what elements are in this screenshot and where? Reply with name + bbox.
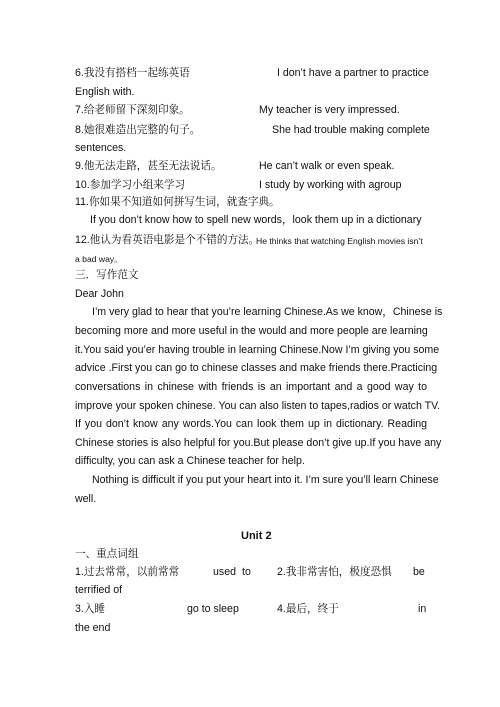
- letter-line: well.: [75, 493, 97, 505]
- letter-line: becoming more and more useful in the would and more people are learning: [75, 325, 428, 337]
- letter-line: it.You said you’er having trouble in learning Chinese.Now I’m giving you some: [75, 344, 440, 356]
- phrase-en: My teacher is very impressed.: [259, 104, 400, 116]
- letter-line: If you don’t know any words.You can look them up in dictionary. Reading: [75, 418, 427, 430]
- phrase-en-continued: the end: [75, 622, 111, 634]
- phrase-cn: 2.我非常害怕，极度恐惧: [277, 566, 392, 578]
- section-heading: 一、重点词组: [75, 548, 139, 560]
- phrase-en: If you don’t know how to spell new words，look them up in a dictionary: [90, 214, 422, 226]
- phrase-cn: 12.他认为看英语电影是个不错的方法。: [75, 234, 260, 246]
- section-heading: 三．写作范文: [75, 269, 139, 281]
- phrase-cn: 9.他无法走路，甚至无法说话。: [75, 160, 222, 172]
- letter-line: difficulty, you can ask a Chinese teacher for help.: [75, 455, 305, 467]
- phrase-en-continued: sentences.: [75, 142, 127, 154]
- letter-line: Nothing is difficult if you put your heart into it. I’m sure you’ll learn Chinese: [92, 474, 439, 486]
- phrase-en: He thinks that watching English movies isn’t: [256, 236, 423, 246]
- letter-line: Chinese stories is also helpful for you.But please don’t give up.If you have any: [75, 437, 442, 449]
- phrase-cn: 10.参加学习小组来学习: [75, 179, 186, 191]
- phrase-en: used: [213, 566, 236, 578]
- phrase-en: She had trouble making complete: [272, 124, 430, 136]
- phrase-en: in: [418, 603, 427, 615]
- phrase-en-continued: English with.: [75, 86, 135, 98]
- letter-salutation: Dear John: [75, 288, 124, 300]
- phrase-en: be: [413, 566, 425, 578]
- phrase-cn: 1.过去常常，以前常常: [75, 566, 180, 578]
- phrase-en: He can’t walk or even speak.: [259, 160, 395, 172]
- phrase-en: to: [242, 566, 251, 578]
- unit-title: Unit 2: [241, 530, 272, 542]
- phrase-cn: 3.入睡: [75, 603, 106, 615]
- phrase-cn: 8.她很难造出完整的句子。: [75, 124, 201, 136]
- letter-line: conversations in chinese with friends is an important and a good way to: [75, 381, 427, 393]
- letter-line: advice .First you can go to chinese classes and make friends there.Practicing: [75, 362, 438, 374]
- phrase-en: I study by working with agroup: [259, 179, 402, 191]
- phrase-cn: 4.最后，终于: [277, 603, 339, 615]
- phrase-cn: 7.给老师留下深刻印象。: [75, 104, 190, 116]
- phrase-cn: 6.我没有搭档一起练英语: [75, 67, 190, 79]
- phrase-en-continued: terrified of: [75, 584, 123, 596]
- letter-line: I’m very glad to hear that you’re learning Chinese.As we know，Chinese is: [92, 306, 443, 318]
- phrase-en: I don’t have a partner to practice: [277, 67, 429, 79]
- phrase-en-continued: a bad way。: [75, 254, 123, 264]
- phrase-en: go to sleep: [187, 603, 239, 615]
- letter-line: improve your spoken chinese. You can also listen to tapes,radios or watch TV.: [75, 400, 441, 412]
- phrase-cn: 11.你如果不知道如何拼写生词，就查字典。: [75, 196, 280, 208]
